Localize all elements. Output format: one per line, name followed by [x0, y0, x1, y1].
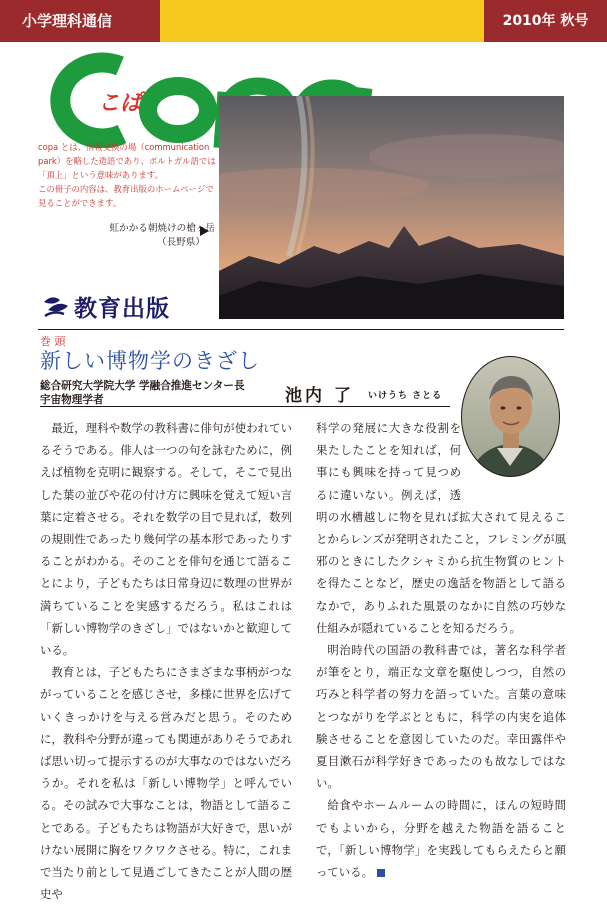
- article-column-right: [316, 417, 566, 883]
- article-title: 新しい博物学のきざし: [40, 349, 260, 373]
- intro-line: park）を略した造語であり、ポルトガル語では: [38, 156, 216, 166]
- intro-line: この冊子の内容は、教育出版のホームページで: [38, 184, 214, 194]
- header-series-label: 小学理科通信: [0, 0, 160, 42]
- article-label: 巻 頭: [40, 335, 66, 348]
- end-mark-icon: [377, 869, 385, 877]
- publisher-name: 教育出版: [74, 296, 170, 322]
- paragraph: 明治時代の国語の教科書では，著名な科学者が筆をとり，端正な文章を駆使しつつ，自然の巧みと科学者の努力を語っていた。言葉の意味とつながりを学ぶとともに，科学の内実を追体験させることを意図していたのだ。幸田露伴や夏目漱石が科学好きであったのも故なしではない。: [316, 643, 566, 791]
- header-band: [160, 0, 484, 42]
- paragraph: 科学の発展に大きな役割を果たしたことを知れば，何事にも興味を持って見つめるに違いない。例えば，透明の水槽越しに物を見れば拡大されて見えることからレンズが発明されたこと，フレミングが風邪のときにしたクシャミから抗生物質のヒントを得たことなど，歴史の逸話を物語として語るなかで，ありふれた風景のなかに自然の巧妙な仕組みが隠れていることを知るだろう。: [316, 417, 566, 639]
- photo-caption-line2: （長野県）: [157, 237, 205, 248]
- author-profession: 宇宙物理学者: [40, 394, 104, 406]
- copa-intro-note: [38, 140, 218, 210]
- divider: [40, 406, 450, 407]
- author-name: 池内 了: [285, 386, 354, 406]
- paragraph: 最近，理科や数学の教科書に俳句が使われているそうである。俳人は一つの句を詠むために，例えば植物を克明に観察する。そして，そこで見出した葉の並びや花の付け方に興味を覚えて短い言葉に定着させる。それを数学の目で見れば，数列の規則性であったり幾何学の基本形であったりすることがわかる。そのことを俳句を通じて語ることにより，子どもたちは日常身辺に数理の世界が満ちていることを実感するだろう。私はこれは「新しい博物学のきざし」ではないかと歓迎している。: [40, 421, 292, 658]
- photo-caption-line1: 虹かかる朝焼けの槍ヶ岳: [109, 223, 215, 234]
- divider: [38, 329, 564, 330]
- intro-line: 見ることができます。: [38, 198, 122, 208]
- paragraph-last: [316, 794, 566, 883]
- article-column-left: [40, 417, 292, 905]
- caption-arrow-icon: [200, 226, 209, 236]
- photo-caption: [95, 222, 215, 250]
- paragraph-text: 給食やホームルームの時間に，ほんの短時間でもよいから，分野を越えた物語を語ることで，「新しい博物学」を実践してもらえたらと願っている。: [316, 798, 566, 880]
- portrait-wrap-spacer: [461, 417, 566, 505]
- publisher-logo-icon: [42, 292, 70, 318]
- author-affiliation: 総合研究大学院大学 学融合推進センター長: [40, 380, 245, 392]
- mountain-sunrise-photo: [219, 96, 564, 319]
- header-issue-label: 2010年 秋号: [484, 0, 607, 42]
- intro-line: 「頂上」という意味があります。: [38, 170, 163, 180]
- paragraph: 教育とは，子どもたちにさまざまな事柄がつながっていることを感じさせ，多様に世界を広げていくきっかけを与える営みだと思う。そのために，教科や分野が違っても関連がありそうであれば思い切って提示するのが大事なのではないだろうか。それを私は「新しい博物学」と呼んでいる。その試みで大事なことは，物語として語ることである。子どもたちは物語が大好きで，思いがけない展開に胸をワクワクさせる。特に，これまで当たり前として見過ごしてきたことが人間の歴史や: [40, 665, 292, 902]
- svg-text:こぱ: こぱ: [98, 91, 143, 116]
- author-reading: いけうち さとる: [368, 391, 443, 401]
- intro-line: copa とは、情報交換の場（communication: [38, 142, 210, 152]
